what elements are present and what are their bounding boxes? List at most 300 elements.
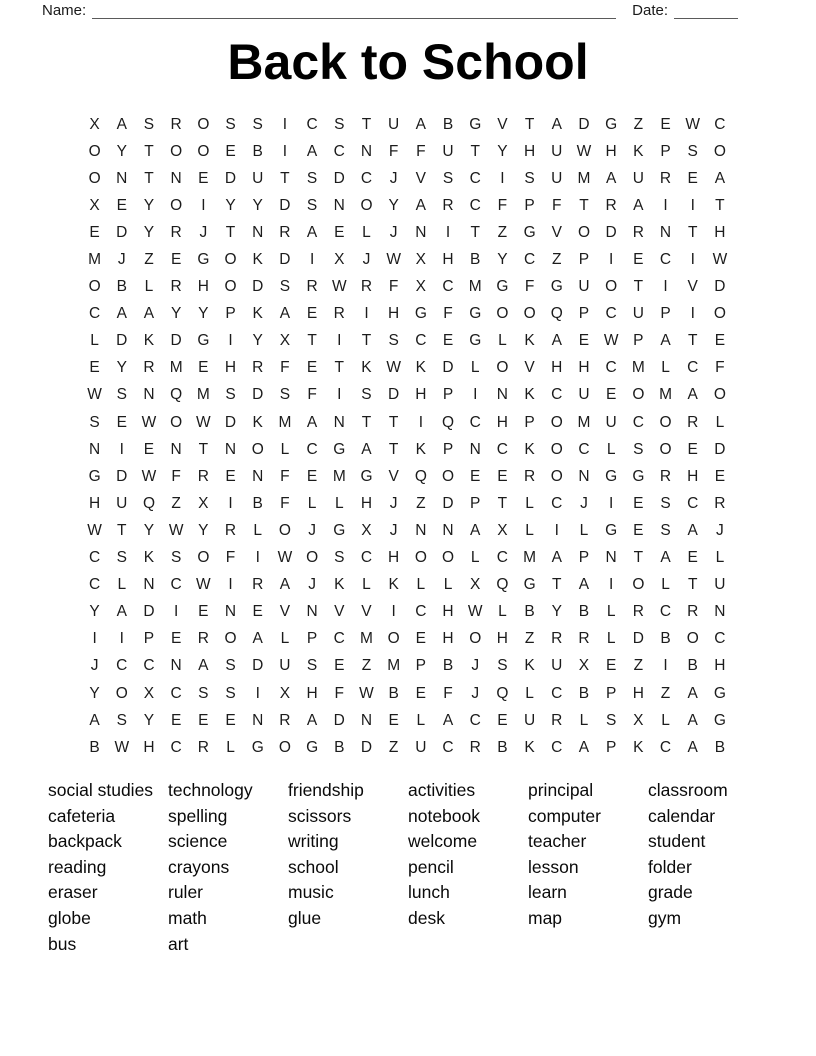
grid-letter: U bbox=[551, 169, 563, 187]
grid-letter: R bbox=[714, 494, 726, 512]
grid-letter: S bbox=[660, 494, 671, 512]
grid-letter: S bbox=[252, 115, 263, 133]
grid-letter: E bbox=[497, 711, 508, 729]
grid-letter: A bbox=[470, 521, 481, 539]
grid-letter: C bbox=[714, 630, 726, 648]
grid-letter: C bbox=[659, 738, 672, 756]
grid-letter: Y bbox=[89, 684, 100, 702]
grid-letter: E bbox=[306, 359, 318, 377]
grid-letter: L bbox=[525, 494, 534, 512]
grid-letter: A bbox=[442, 711, 454, 729]
word-list-item: folder bbox=[648, 856, 692, 877]
grid-letter: E bbox=[605, 657, 617, 675]
grid-letter: R bbox=[170, 278, 182, 296]
grid-letter: O bbox=[496, 359, 509, 377]
word-list-item: calendar bbox=[648, 805, 716, 826]
word-list-item: school bbox=[288, 856, 339, 877]
grid-letter: G bbox=[469, 332, 482, 350]
word-list-item: ruler bbox=[168, 882, 204, 903]
grid-letter: O bbox=[197, 142, 210, 160]
grid-letter: Z bbox=[416, 494, 426, 512]
grid-letter: A bbox=[116, 115, 127, 133]
grid-letter: P bbox=[578, 549, 590, 567]
grid-letter: O bbox=[550, 413, 563, 431]
word-list-column bbox=[648, 778, 728, 932]
grid-letter: Y bbox=[198, 305, 209, 323]
grid-letter: A bbox=[660, 549, 671, 567]
word-list-item: backpack bbox=[48, 831, 122, 852]
grid-letter: H bbox=[578, 359, 590, 377]
grid-letter: I bbox=[663, 196, 668, 214]
grid-letter: C bbox=[551, 494, 563, 512]
grid-letter: C bbox=[687, 359, 699, 377]
grid-letter: M bbox=[332, 467, 346, 485]
grid-letter: X bbox=[497, 521, 508, 539]
grid-letter: D bbox=[116, 332, 128, 350]
grid-letter: A bbox=[633, 196, 644, 214]
grid-letter: J bbox=[389, 169, 398, 187]
grid-letter: Z bbox=[171, 494, 181, 512]
grid-letter: B bbox=[442, 115, 454, 133]
grid-letter: L bbox=[144, 278, 154, 296]
grid-letter: A bbox=[143, 305, 155, 323]
grid-letter: H bbox=[442, 603, 454, 621]
grid-letter: K bbox=[252, 413, 263, 431]
grid-letter: T bbox=[633, 278, 644, 296]
grid-letter: U bbox=[578, 386, 590, 404]
grid-letter: A bbox=[89, 711, 100, 729]
grid-letter: T bbox=[470, 223, 480, 241]
grid-letter: I bbox=[418, 413, 423, 431]
grid-letter: V bbox=[334, 603, 345, 621]
grid-letter: O bbox=[632, 386, 645, 404]
grid-letter: L bbox=[606, 440, 616, 458]
grid-letter: W bbox=[87, 386, 102, 404]
grid-letter: H bbox=[224, 359, 237, 377]
grid-letter: T bbox=[225, 223, 236, 241]
grid-letter: I bbox=[337, 386, 342, 404]
grid-letter: R bbox=[442, 196, 454, 214]
grid-letter: L bbox=[117, 576, 127, 594]
grid-letter: E bbox=[633, 521, 644, 539]
grid-letter: B bbox=[388, 684, 399, 702]
grid-letter: S bbox=[361, 386, 372, 404]
grid-letter: I bbox=[119, 440, 124, 458]
grid-letter: A bbox=[279, 305, 291, 323]
grid-letter: B bbox=[442, 657, 454, 675]
grid-letter: X bbox=[334, 251, 345, 269]
grid-letter: N bbox=[415, 521, 427, 539]
grid-letter: K bbox=[388, 576, 399, 594]
grid-letter: F bbox=[524, 278, 535, 296]
grid-letter: V bbox=[497, 115, 508, 133]
grid-letter: D bbox=[442, 359, 454, 377]
grid-letter: O bbox=[170, 142, 183, 160]
grid-letter: C bbox=[88, 549, 101, 567]
grid-letter: E bbox=[388, 711, 399, 729]
grid-letter: H bbox=[306, 684, 318, 702]
grid-letter: J bbox=[90, 657, 99, 675]
word-list-item: grade bbox=[648, 882, 693, 903]
grid-letter: N bbox=[360, 711, 373, 729]
grid-letter: F bbox=[307, 386, 317, 404]
grid-letter: V bbox=[524, 359, 535, 377]
grid-letter: O bbox=[605, 278, 618, 296]
grid-letter: H bbox=[388, 305, 400, 323]
grid-letter: M bbox=[88, 251, 102, 269]
grid-letter: D bbox=[170, 332, 182, 350]
grid-letter: Y bbox=[116, 142, 127, 160]
grid-letter: M bbox=[468, 278, 482, 296]
grid-letter: U bbox=[714, 576, 726, 594]
grid-letter: P bbox=[605, 738, 617, 756]
grid-letter: O bbox=[659, 440, 672, 458]
grid-letter: C bbox=[415, 603, 427, 621]
grid-letter: H bbox=[360, 494, 373, 512]
grid-letter: C bbox=[469, 711, 481, 729]
grid-letter: R bbox=[224, 521, 237, 539]
word-list-item: cafeteria bbox=[48, 805, 116, 826]
grid-letter: I bbox=[255, 684, 260, 702]
grid-letter: N bbox=[442, 521, 454, 539]
grid-letter: N bbox=[714, 603, 726, 621]
grid-letter: X bbox=[470, 576, 481, 594]
grid-letter: J bbox=[362, 251, 371, 269]
grid-letter: K bbox=[415, 359, 427, 377]
grid-letter: A bbox=[687, 684, 698, 702]
grid-letter: K bbox=[415, 440, 427, 458]
word-list-column bbox=[288, 778, 364, 932]
grid-letter: N bbox=[333, 196, 345, 214]
grid-letter: P bbox=[143, 630, 155, 648]
grid-letter: S bbox=[605, 711, 617, 729]
grid-letter: L bbox=[715, 413, 725, 431]
grid-letter: C bbox=[551, 684, 563, 702]
grid-letter: F bbox=[388, 278, 399, 296]
word-list-item: glue bbox=[288, 907, 322, 928]
grid-letter: X bbox=[279, 684, 291, 702]
grid-letter: C bbox=[496, 440, 508, 458]
grid-letter: K bbox=[143, 332, 155, 350]
grid-letter: V bbox=[415, 169, 427, 187]
grid-letter: T bbox=[497, 494, 508, 512]
grid-letter: R bbox=[687, 603, 699, 621]
grid-letter: E bbox=[334, 223, 345, 241]
grid-letter: K bbox=[252, 251, 263, 269]
grid-letter: N bbox=[360, 142, 373, 160]
grid-letter: R bbox=[197, 738, 209, 756]
grid-letter: V bbox=[551, 223, 562, 241]
grid-letter: C bbox=[551, 738, 563, 756]
grid-letter: O bbox=[278, 521, 291, 539]
grid-letter: K bbox=[633, 142, 644, 160]
grid-letter: L bbox=[498, 603, 507, 621]
grid-letter: L bbox=[579, 711, 589, 729]
grid-letter: L bbox=[525, 684, 534, 702]
grid-letter: A bbox=[551, 332, 562, 350]
puzzle-title: Back to School bbox=[227, 34, 589, 90]
grid-letter: C bbox=[659, 251, 672, 269]
grid-letter: U bbox=[388, 115, 400, 133]
grid-letter: R bbox=[143, 359, 155, 377]
grid-letter: F bbox=[497, 196, 508, 214]
grid-letter: W bbox=[114, 738, 130, 756]
grid-letter: H bbox=[88, 494, 101, 512]
grid-letter: J bbox=[580, 494, 588, 512]
grid-letter: Z bbox=[552, 251, 562, 269]
grid-letter: S bbox=[170, 549, 182, 567]
grid-letter: C bbox=[170, 684, 182, 702]
grid-letter: N bbox=[224, 440, 237, 458]
grid-letter: D bbox=[252, 278, 264, 296]
grid-letter: W bbox=[331, 278, 347, 296]
grid-letter: I bbox=[255, 549, 260, 567]
grid-letter: S bbox=[334, 115, 345, 133]
grid-letter: Q bbox=[442, 413, 455, 431]
grid-letter: P bbox=[225, 305, 236, 323]
grid-letter: S bbox=[89, 413, 100, 431]
grid-letter: L bbox=[661, 359, 670, 377]
grid-letter: G bbox=[469, 305, 482, 323]
grid-letter: T bbox=[144, 142, 154, 160]
word-list-item: principal bbox=[528, 780, 594, 800]
grid-letter: J bbox=[308, 576, 316, 594]
word-list-item: pencil bbox=[408, 856, 454, 877]
grid-letter: F bbox=[388, 142, 399, 160]
grid-letter: S bbox=[116, 711, 127, 729]
grid-letter: O bbox=[713, 142, 726, 160]
grid-letter: J bbox=[389, 521, 398, 539]
grid-letter: R bbox=[252, 576, 264, 594]
grid-letter: E bbox=[470, 467, 481, 485]
grid-letter: I bbox=[309, 251, 315, 269]
grid-letter: L bbox=[470, 359, 480, 377]
grid-letter: Y bbox=[198, 521, 209, 539]
grid-letter: C bbox=[116, 657, 128, 675]
grid-letter: G bbox=[605, 521, 618, 539]
grid-letter: P bbox=[470, 494, 481, 512]
grid-letter: C bbox=[306, 440, 318, 458]
grid-letter: Z bbox=[497, 223, 508, 241]
grid-letter: S bbox=[306, 657, 318, 675]
grid-letter: W bbox=[712, 251, 728, 269]
grid-letter: S bbox=[687, 142, 698, 160]
grid-letter: E bbox=[116, 196, 127, 214]
grid-letter: T bbox=[687, 576, 698, 594]
grid-letter: P bbox=[524, 196, 535, 214]
grid-letter: A bbox=[306, 413, 318, 431]
grid-letter: C bbox=[442, 738, 454, 756]
grid-letter: M bbox=[169, 359, 183, 377]
grid-letter: C bbox=[333, 142, 345, 160]
grid-letter: H bbox=[523, 142, 536, 160]
grid-letter: E bbox=[306, 305, 318, 323]
grid-letter: G bbox=[713, 684, 726, 702]
grid-letter: S bbox=[225, 657, 236, 675]
grid-letter: T bbox=[687, 332, 698, 350]
grid-letter: N bbox=[469, 440, 481, 458]
grid-letter: H bbox=[143, 738, 155, 756]
grid-letter: S bbox=[225, 684, 236, 702]
grid-letter: C bbox=[632, 413, 644, 431]
grid-letter: R bbox=[360, 278, 373, 296]
word-list-item: crayons bbox=[168, 856, 230, 877]
grid-letter: F bbox=[443, 305, 453, 323]
grid-letter: I bbox=[282, 115, 288, 133]
word-list-item: teacher bbox=[528, 831, 587, 852]
grid-letter: T bbox=[470, 142, 480, 160]
grid-letter: T bbox=[361, 413, 372, 431]
grid-letter: T bbox=[633, 549, 644, 567]
word-list-item: desk bbox=[408, 907, 445, 928]
word-list-item: lunch bbox=[408, 882, 450, 903]
grid-letter: H bbox=[496, 630, 508, 648]
grid-letter: I bbox=[500, 169, 505, 187]
grid-letter: U bbox=[605, 413, 617, 431]
grid-letter: Z bbox=[524, 630, 535, 648]
grid-letter: Y bbox=[116, 359, 127, 377]
grid-letter: M bbox=[196, 386, 210, 404]
grid-letter: O bbox=[224, 630, 237, 648]
grid-letter: P bbox=[578, 305, 590, 323]
grid-letter: F bbox=[552, 196, 562, 214]
grid-letter: S bbox=[279, 278, 291, 296]
grid-letter: S bbox=[306, 169, 318, 187]
grid-letter: W bbox=[168, 521, 184, 539]
grid-letter: G bbox=[469, 115, 482, 133]
grid-letter: E bbox=[89, 223, 100, 241]
grid-letter: L bbox=[334, 494, 344, 512]
grid-letter: K bbox=[524, 738, 535, 756]
grid-letter: U bbox=[632, 305, 644, 323]
grid-letter: D bbox=[252, 386, 264, 404]
grid-letter: P bbox=[633, 332, 644, 350]
grid-letter: B bbox=[578, 684, 590, 702]
grid-letter: U bbox=[116, 494, 128, 512]
grid-letter: R bbox=[632, 223, 644, 241]
grid-letter: C bbox=[170, 738, 182, 756]
grid-letter: L bbox=[606, 630, 616, 648]
grid-letter: E bbox=[116, 413, 127, 431]
grid-letter: I bbox=[282, 142, 288, 160]
grid-letter: D bbox=[442, 494, 454, 512]
grid-letter: O bbox=[469, 630, 482, 648]
grid-letter: L bbox=[90, 332, 99, 350]
grid-letter: H bbox=[714, 657, 726, 675]
word-list-column bbox=[48, 778, 153, 957]
grid-letter: N bbox=[659, 223, 672, 241]
grid-letter: W bbox=[386, 251, 401, 269]
grid-letter: B bbox=[116, 278, 127, 296]
grid-letter: G bbox=[360, 467, 373, 485]
grid-letter: D bbox=[279, 251, 291, 269]
grid-letter: K bbox=[143, 549, 155, 567]
grid-letter: Y bbox=[497, 142, 508, 160]
grid-letter: F bbox=[225, 549, 236, 567]
grid-letter: J bbox=[199, 223, 208, 241]
grid-letter: G bbox=[251, 738, 264, 756]
grid-letter: L bbox=[579, 521, 589, 539]
grid-letter: G bbox=[414, 305, 427, 323]
grid-letter: R bbox=[252, 359, 264, 377]
grid-letter: R bbox=[551, 630, 563, 648]
grid-letter: T bbox=[280, 169, 290, 187]
grid-letter: F bbox=[334, 684, 345, 702]
grid-letter: B bbox=[660, 630, 671, 648]
grid-letter: M bbox=[577, 169, 591, 187]
grid-letter: G bbox=[88, 467, 101, 485]
grid-letter: S bbox=[660, 521, 671, 539]
grid-letter: R bbox=[523, 467, 536, 485]
grid-letter: D bbox=[333, 711, 345, 729]
word-list-item: lesson bbox=[528, 856, 579, 877]
grid-letter: X bbox=[415, 278, 427, 296]
grid-letter: I bbox=[228, 332, 233, 350]
grid-letter: O bbox=[414, 549, 427, 567]
grid-letter: S bbox=[334, 549, 345, 567]
grid-letter: X bbox=[198, 494, 209, 512]
grid-letter: I bbox=[690, 305, 695, 323]
grid-letter: S bbox=[116, 386, 127, 404]
grid-letter: S bbox=[524, 169, 535, 187]
grid-letter: L bbox=[226, 738, 235, 756]
grid-letter: C bbox=[360, 549, 373, 567]
grid-letter: G bbox=[713, 711, 726, 729]
grid-letter: I bbox=[228, 576, 233, 594]
grid-letter: M bbox=[577, 413, 591, 431]
grid-letter: H bbox=[388, 549, 400, 567]
grid-letter: W bbox=[467, 603, 483, 621]
grid-letter: I bbox=[119, 630, 124, 648]
grid-letter: T bbox=[687, 223, 698, 241]
grid-letter: P bbox=[442, 440, 454, 458]
grid-letter: I bbox=[364, 305, 369, 323]
grid-letter: K bbox=[252, 305, 263, 323]
grid-letter: E bbox=[687, 549, 698, 567]
grid-letter: K bbox=[334, 576, 345, 594]
grid-letter: O bbox=[577, 223, 590, 241]
grid-letter: I bbox=[228, 494, 233, 512]
grid-letter: A bbox=[198, 657, 209, 675]
grid-letter: J bbox=[117, 251, 126, 269]
grid-letter: W bbox=[603, 332, 619, 350]
grid-letter: X bbox=[89, 196, 100, 214]
grid-letter: A bbox=[578, 738, 590, 756]
grid-letter: S bbox=[116, 549, 127, 567]
word-list-item: classroom bbox=[648, 780, 728, 800]
grid-letter: I bbox=[609, 576, 614, 594]
grid-letter: O bbox=[713, 305, 726, 323]
grid-letter: O bbox=[170, 413, 183, 431]
grid-letter: E bbox=[198, 359, 209, 377]
word-list-item: map bbox=[528, 907, 563, 928]
grid-letter: K bbox=[524, 332, 535, 350]
grid-letter: N bbox=[143, 386, 155, 404]
grid-letter: S bbox=[633, 440, 644, 458]
grid-letter: Y bbox=[143, 196, 155, 214]
grid-letter: X bbox=[633, 711, 644, 729]
grid-letter: U bbox=[415, 738, 427, 756]
grid-letter: Y bbox=[497, 251, 508, 269]
grid-letter: S bbox=[388, 332, 399, 350]
grid-letter: T bbox=[198, 440, 209, 458]
word-list-item: social studies bbox=[48, 780, 154, 800]
word-list-item: activities bbox=[408, 780, 476, 800]
grid-letter: H bbox=[496, 413, 508, 431]
grid-letter: E bbox=[252, 603, 263, 621]
grid-letter: N bbox=[170, 440, 182, 458]
grid-letter: N bbox=[415, 223, 427, 241]
